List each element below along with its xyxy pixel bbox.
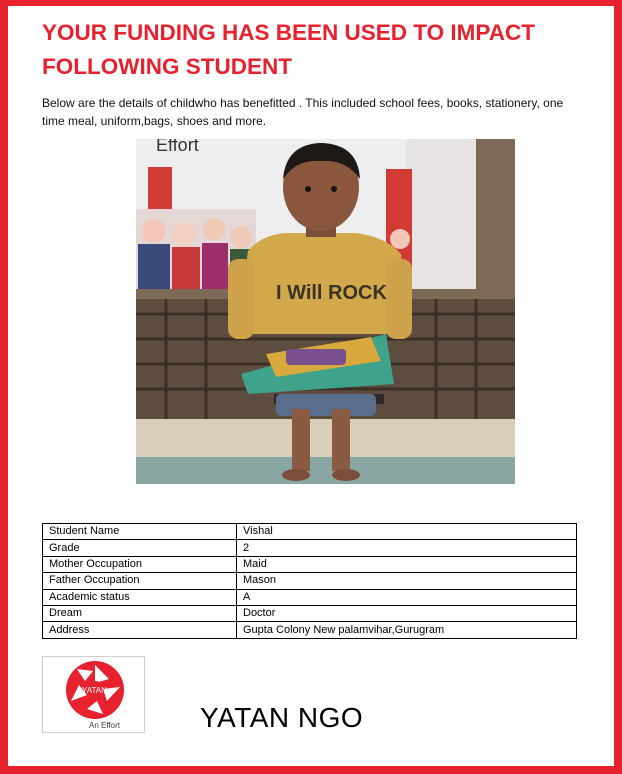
- table-row: [43, 573, 577, 589]
- table-row: [43, 622, 577, 638]
- table-row: [43, 589, 577, 605]
- row-label: Student Name: [43, 524, 237, 540]
- table-row: [43, 524, 577, 540]
- logo-name: YATAN: [82, 686, 107, 695]
- intro-paragraph: Below are the details of childwho has benefitted . This included school fees, books, stationery, one time meal, uniform,bags, shoes and more.: [42, 96, 564, 128]
- aperture-icon: [43, 657, 146, 734]
- student-details-table: [42, 523, 577, 639]
- row-label: Academic status: [43, 589, 237, 605]
- page-title: YOUR FUNDING HAS BEEN USED TO IMPACT FOLLOWING STUDENT: [42, 20, 535, 79]
- student-photo-illustration: [136, 139, 515, 484]
- yatan-logo: [42, 656, 145, 733]
- table-row: [43, 540, 577, 556]
- student-photo: [136, 139, 515, 484]
- row-value: 2: [237, 540, 577, 556]
- logo-tagline: An Effort: [89, 721, 120, 730]
- row-value: Doctor: [237, 605, 577, 621]
- row-value: Gupta Colony New palamvihar,Gurugram: [237, 622, 577, 638]
- shirt-text: I Will ROCK: [276, 282, 387, 304]
- row-value: A: [237, 589, 577, 605]
- row-label: Dream: [43, 605, 237, 621]
- poster-text: Effort: [156, 139, 199, 155]
- row-label: Grade: [43, 540, 237, 556]
- row-label: Address: [43, 622, 237, 638]
- organization-name: YATAN NGO: [200, 702, 364, 733]
- row-value: Maid: [237, 556, 577, 572]
- row-label: Father Occupation: [43, 573, 237, 589]
- table-row: [43, 605, 577, 621]
- row-value: Mason: [237, 573, 577, 589]
- table-row: [43, 556, 577, 572]
- row-label: Mother Occupation: [43, 556, 237, 572]
- row-value: Vishal: [237, 524, 577, 540]
